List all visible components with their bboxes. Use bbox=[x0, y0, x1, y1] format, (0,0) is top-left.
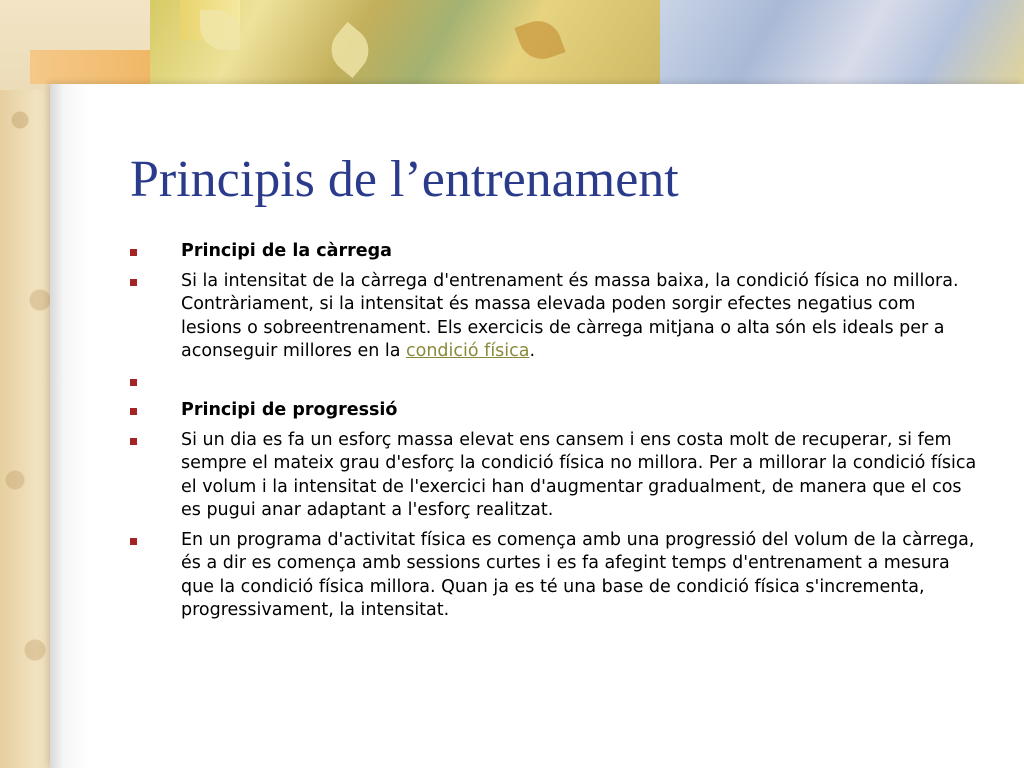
square-bullet-icon bbox=[130, 249, 137, 256]
paragraph-text-end: . bbox=[529, 341, 536, 361]
heading-principi-carrega: Principi de la càrrega bbox=[181, 241, 392, 261]
paragraph-text: Si un dia es fa un esforç massa elevat ens cansem i ens costa molt de recuperar, si fem sempre el mateix grau d'esforç la condició física no millora. Per a millorar la condició física el volum i la intensitat de l'exercici han d'augmentar gradualment, de manera que el cos es pugui anar adaptant a l'esforç realitzat. bbox=[181, 429, 977, 520]
square-bullet-icon bbox=[130, 279, 137, 286]
square-bullet-icon bbox=[130, 438, 137, 445]
list-item bbox=[130, 529, 980, 623]
paragraph-text: Si la intensitat de la càrrega d'entrenament és massa baixa, la condició física no millora. Contràriament, si la intensitat és massa elevada poden sorgir efectes negatius com lesions o sobreentrenament. Els exercicis de càrrega mitjana o alta són els ideals per a aconseguir millores en la bbox=[181, 270, 959, 361]
square-bullet-icon bbox=[130, 408, 137, 415]
paragraph-text: En un programa d'activitat física es comença amb una progressió del volum de la càrrega, és a dir es comença amb sessions curtes i es fa afegint temps d'entrenament a mesura que la condició física millora. Quan ja es té una base de condició física s'incrementa, progressivament, la intensitat. bbox=[181, 529, 975, 620]
square-bullet-icon bbox=[130, 379, 137, 386]
heading-principi-progressio: Principi de progressió bbox=[181, 400, 398, 420]
leaf-decoration-right bbox=[660, 0, 1024, 86]
empty-text bbox=[181, 371, 187, 391]
bullet-list bbox=[130, 240, 980, 629]
condicio-fisica-link[interactable]: condició física bbox=[406, 341, 530, 361]
list-item bbox=[130, 399, 980, 423]
list-item-empty bbox=[130, 370, 980, 394]
leaf-decoration-orange bbox=[30, 50, 150, 84]
list-item bbox=[130, 429, 980, 523]
list-item bbox=[130, 240, 980, 264]
slide-title: Principis de l’entrenament bbox=[130, 151, 679, 208]
square-bullet-icon bbox=[130, 538, 137, 545]
list-item bbox=[130, 270, 980, 364]
